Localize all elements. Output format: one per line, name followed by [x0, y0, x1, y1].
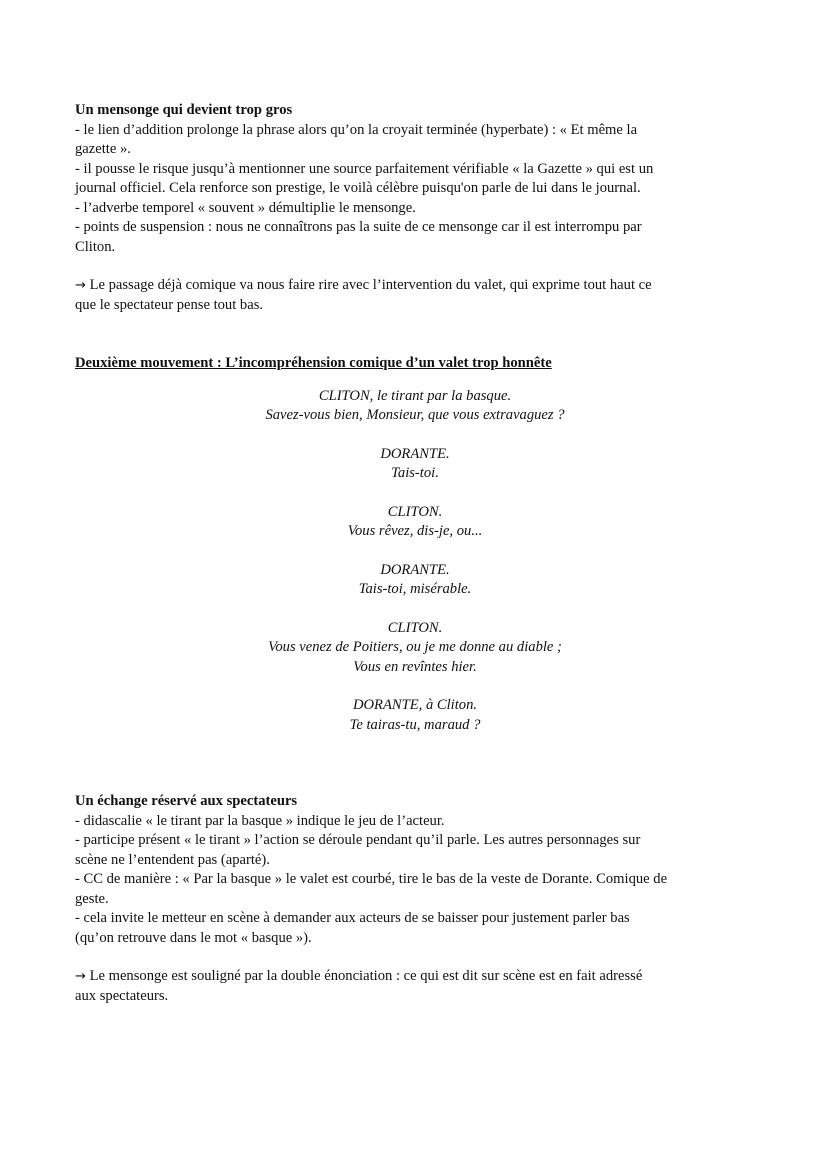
- conclusion-text: Le mensonge est souligné par la double énonciation : ce qui est dit sur scène est en fait adressé: [89, 968, 643, 984]
- arrow-right-icon: →: [75, 969, 86, 984]
- text-line: - participe présent « le tirant » l’action se déroule pendant qu’il parle. Les autres personnages sur: [75, 832, 641, 848]
- conclusion-line: [75, 967, 755, 987]
- conclusion-text: Le passage déjà comique va nous faire rire avec l’intervention du valet, qui exprime tout haut ce: [89, 277, 652, 293]
- text-line: scène ne l’entendent pas (aparté).: [75, 851, 270, 868]
- speaker-name: DORANTE.: [380, 561, 450, 578]
- verse-line: Vous rêvez, dis-je, ou...: [347, 523, 483, 539]
- dialogue-replica: [75, 503, 755, 542]
- text-line: Cliton.: [75, 238, 116, 255]
- text-line: - CC de manière : « Par la basque » le valet est courbé, tire le bas de la veste de Dorante. Comique de: [75, 871, 668, 887]
- text-line: - le lien d’addition prolonge la phrase alors qu’on la croyait terminée (hyperbate) : « Et même la: [75, 121, 638, 138]
- section-echange-spectateurs: [75, 792, 755, 1006]
- section-deuxieme-mouvement: [75, 354, 755, 735]
- arrow-right-icon: →: [75, 278, 86, 293]
- section-heading: Deuxième mouvement : L’incompréhension comique d’un valet trop honnête: [75, 355, 552, 371]
- text-line: - l’adverbe temporel « souvent » démultiplie le mensonge.: [75, 199, 416, 216]
- theatre-dialogue: [75, 387, 755, 736]
- text-line: geste.: [75, 890, 109, 907]
- text-line: (qu’on retrouve dans le mot « basque »).: [75, 929, 312, 946]
- text-line: - il pousse le risque jusqu’à mentionner une source parfaitement vérifiable « la Gazette » qui est un: [75, 160, 654, 177]
- text-line: gazette ».: [75, 141, 131, 157]
- text-line: - cela invite le metteur en scène à demander aux acteurs de se baisser pour justement parler bas: [75, 910, 630, 926]
- text-line: - points de suspension : nous ne connaîtrons pas la suite de ce mensonge car il est interrompu par: [75, 219, 642, 235]
- verse-line: Vous venez de Poitiers, ou je me donne au diable ;: [268, 639, 562, 655]
- dialogue-replica: [75, 445, 755, 484]
- verse-line: Vous en revîntes hier.: [353, 658, 477, 675]
- verse-line: Savez-vous bien, Monsieur, que vous extravaguez ?: [265, 407, 565, 423]
- conclusion-line: [75, 276, 755, 296]
- section-heading: Un échange réservé aux spectateurs: [75, 793, 298, 809]
- speaker-name: CLITON.: [387, 619, 443, 636]
- text-line: - didascalie « le tirant par la basque » indique le jeu de l’acteur.: [75, 812, 445, 829]
- speaker-name: CLITON.: [387, 503, 443, 520]
- verse-line: Te tairas-tu, maraud ?: [349, 716, 481, 733]
- section-mensonge: [75, 101, 755, 315]
- speaker-name: CLITON, le tirant par la basque.: [318, 387, 512, 404]
- conclusion-line: aux spectateurs.: [75, 987, 169, 1004]
- dialogue-replica: [75, 561, 755, 600]
- speaker-name: DORANTE, à Cliton.: [352, 697, 478, 713]
- verse-line: Tais-toi.: [391, 465, 439, 481]
- dialogue-replica: [75, 696, 755, 735]
- dialogue-replica: [75, 619, 755, 678]
- document-page: [75, 101, 755, 1006]
- section-heading: Un mensonge qui devient trop gros: [75, 102, 293, 118]
- speaker-name: DORANTE.: [380, 445, 450, 462]
- conclusion-line: que le spectateur pense tout bas.: [75, 296, 264, 313]
- text-line: journal officiel. Cela renforce son prestige, le voilà célèbre puisqu'on parle de lui dans le journal.: [75, 180, 641, 196]
- dialogue-replica: [75, 387, 755, 426]
- verse-line: Tais-toi, misérable.: [358, 581, 472, 597]
